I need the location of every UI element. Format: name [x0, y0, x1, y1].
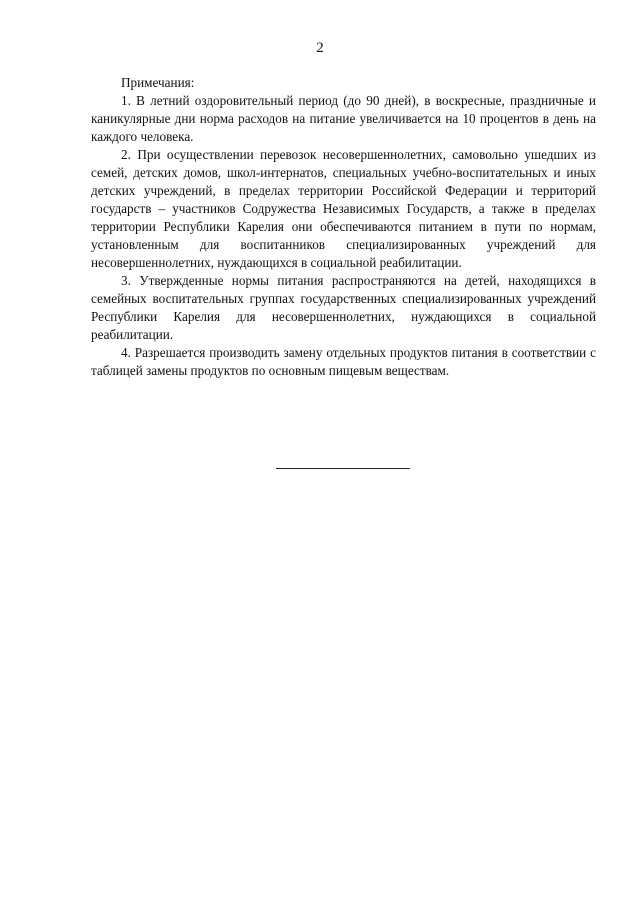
end-separator-line — [276, 468, 410, 469]
page-number: 2 — [316, 40, 324, 56]
notes-section — [91, 74, 596, 380]
note-1: 1. В летний оздоровительный период (до 90 дней), в воскресные, праздничные и каникулярные дни норма расходов на питание увеличивается на 10 процентов в день на каждого человека. — [91, 93, 596, 144]
notes-heading: Примечания: — [121, 75, 195, 90]
note-4: 4. Разрешается производить замену отдельных продуктов питания в соответствии с таблицей замены продуктов по основным пищевым веществам. — [91, 345, 596, 378]
note-2: 2. При осуществлении перевозок несовершеннолетних, самовольно ушедших из семей, детских домов, школ-интернатов, специальных учебно-воспитательных и иных детских учреждений, в пределах территории Российской Федерации и территорий государств – участников Содружества Независимых Государств, а также в пределах территории Республики Карелия они обеспечиваются питанием в пути по нормам, установленным для воспитанников специализированных учреждений для несовершеннолетних, нуждающихся в социальной реабилитации. — [91, 147, 596, 270]
note-3: 3. Утвержденные нормы питания распространяются на детей, находящихся в семейных воспитательных группах государственных специализированных учреждений Республики Карелия для несовершеннолетних, нуждающихся в социальной реабилитации. — [91, 273, 596, 342]
